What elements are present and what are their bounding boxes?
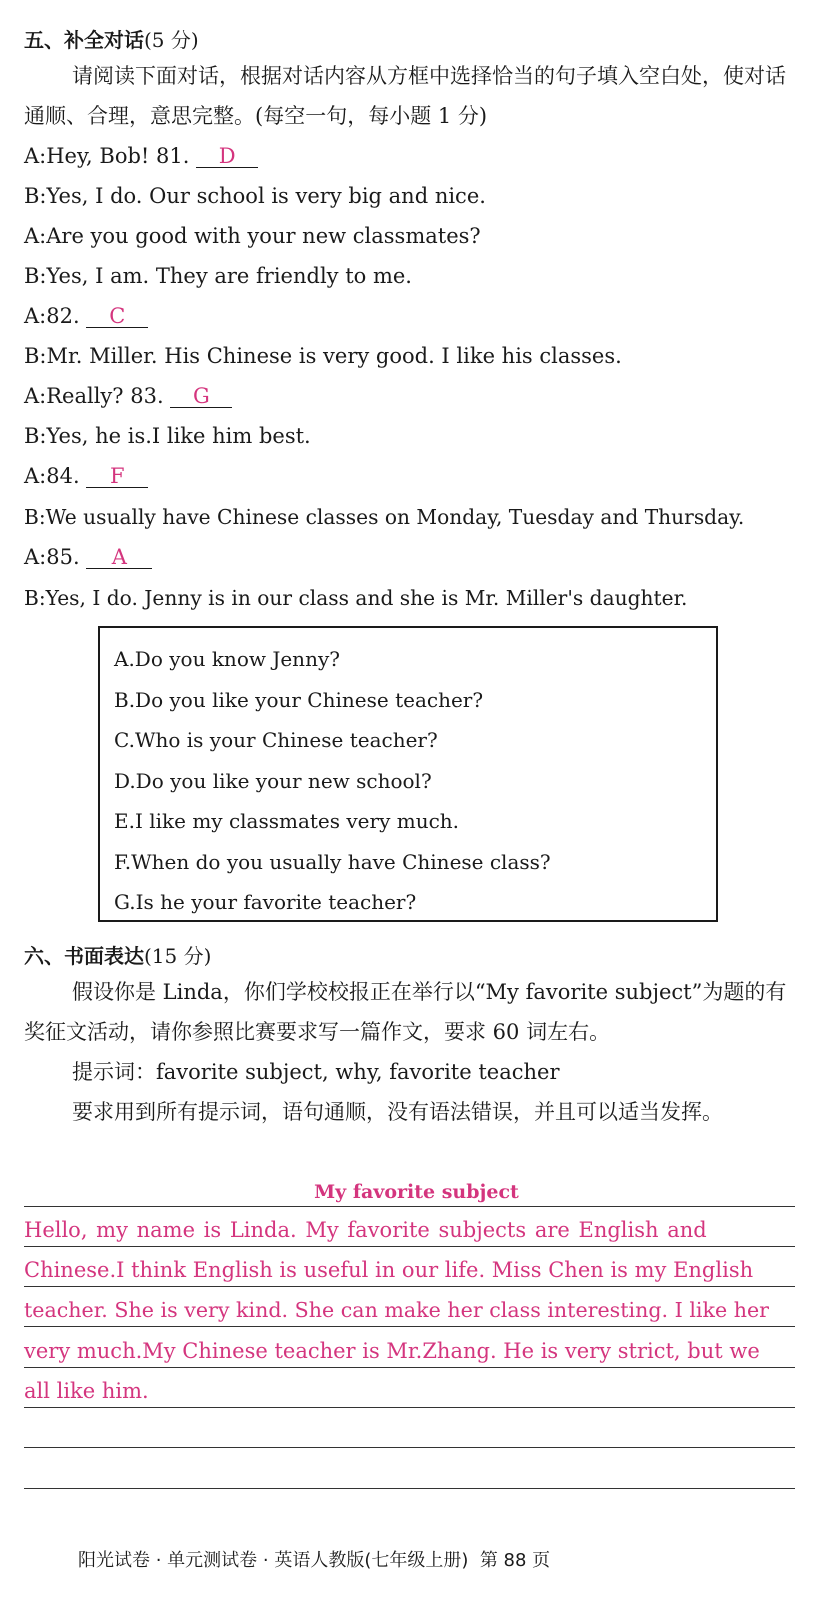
dialogue-line: B:Yes, I do. Jenny is in our class and she is Mr. Miller's daughter. — [24, 586, 688, 610]
answer-blank-81: D — [196, 145, 258, 168]
section6-prompt: 假设你是 Linda，你们学校校报正在举行以“My favorite subject”为题的有奖征文活动，请你参照比赛要求写一篇作文，要求 60 词左右。 — [24, 980, 787, 1044]
options-box — [98, 626, 718, 922]
essay-line: Chinese.I think English is useful in our life. Miss Chen is my English — [24, 1258, 754, 1282]
section6-requirement: 要求用到所有提示词，语句通顺，没有语法错误，并且可以适当发挥。 — [72, 1100, 723, 1124]
dialogue-line: A:Are you good with your new classmates? — [24, 224, 481, 248]
option-e: E.I like my classmates very much. — [114, 809, 460, 833]
essay-line: Hello, my name is Linda. My favorite subjects are English and — [24, 1218, 707, 1242]
essay-title: My favorite subject — [314, 1181, 519, 1203]
section6-hint: 提示词：favorite subject, why, favorite teacher — [72, 1060, 560, 1084]
answer-blank-83: G — [170, 385, 232, 408]
writing-rule — [24, 1447, 795, 1448]
writing-rule — [24, 1206, 795, 1207]
writing-rule — [24, 1488, 795, 1489]
essay-line: teacher. She is very kind. She can make her class interesting. I like her — [24, 1298, 769, 1322]
dialogue-line-82 — [24, 304, 148, 328]
writing-rule — [24, 1367, 795, 1368]
dialogue-line-85 — [24, 545, 152, 569]
section5-heading-text: 五、补全对话 — [24, 28, 144, 52]
option-a: A.Do you know Jenny? — [114, 647, 340, 671]
writing-rule — [24, 1407, 795, 1408]
answer-blank-82: C — [86, 305, 148, 328]
dialogue-line: B:We usually have Chinese classes on Monday, Tuesday and Thursday. — [24, 505, 745, 529]
option-g: G.Is he your favorite teacher? — [114, 890, 417, 914]
essay-line: very much.My Chinese teacher is Mr.Zhang. He is very strict, but we — [24, 1339, 760, 1363]
option-f: F.When do you usually have Chinese class? — [114, 849, 551, 874]
answer-blank-84: F — [86, 465, 148, 488]
section5-instructions: 请阅读下面对话，根据对话内容从方框中选择恰当的句子填入空白处，使对话通顺、合理，意思完整。(每空一句，每小题 1 分) — [24, 64, 786, 128]
dialogue-text: A:82. — [24, 304, 80, 328]
section5-points: (5 分) — [144, 28, 199, 52]
dialogue-text: A:Hey, Bob! 81. — [24, 144, 190, 168]
dialogue-line: B:Mr. Miller. His Chinese is very good. I like his classes. — [24, 344, 622, 368]
dialogue-line-83 — [24, 384, 232, 408]
page-number: 第 88 页 — [479, 1550, 551, 1571]
dialogue-text: A:Really? 83. — [24, 384, 164, 408]
dialogue-line-81 — [24, 144, 258, 168]
page-footer — [78, 1546, 550, 1572]
writing-rule — [24, 1286, 795, 1287]
section5-heading — [24, 24, 199, 53]
option-b: B.Do you like your Chinese teacher? — [114, 687, 484, 712]
option-d: D.Do you like your new school? — [114, 768, 432, 793]
footer-text: 阳光试卷 · 单元测试卷 · 英语人教版(七年级上册) — [78, 1550, 469, 1571]
section6-heading-text: 六、书面表达 — [24, 944, 144, 968]
dialogue-line: B:Yes, he is.I like him best. — [24, 424, 311, 448]
section6-points: (15 分) — [144, 944, 212, 968]
writing-rule — [24, 1246, 795, 1247]
dialogue-line: B:Yes, I am. They are friendly to me. — [24, 264, 412, 288]
section6-heading — [24, 940, 211, 969]
option-c: C.Who is your Chinese teacher? — [114, 728, 438, 752]
dialogue-line: B:Yes, I do. Our school is very big and nice. — [24, 184, 486, 208]
dialogue-text: A:84. — [24, 464, 80, 488]
answer-blank-85: A — [86, 546, 152, 569]
dialogue-line-84 — [24, 464, 148, 488]
writing-rule — [24, 1326, 795, 1327]
dialogue-text: A:85. — [24, 545, 80, 569]
essay-line: all like him. — [24, 1379, 149, 1403]
